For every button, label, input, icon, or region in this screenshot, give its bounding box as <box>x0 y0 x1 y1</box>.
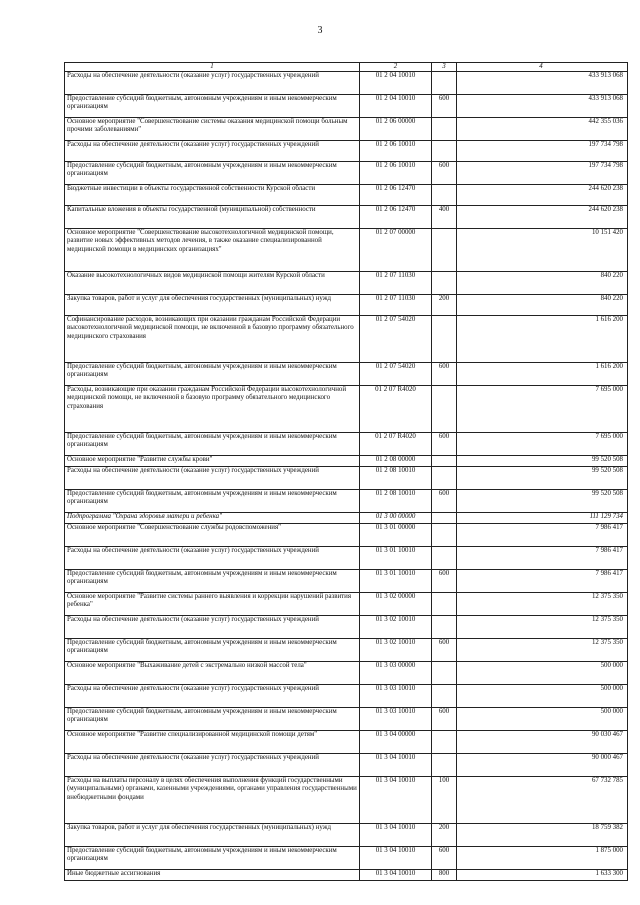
row-type-cell <box>432 593 457 616</box>
row-name-cell: Софинансирование расходов, возникающих при оказании гражданам Российской Федерации высокотехнологичной медицинской помощи, не включенной в базовую программу обязательного медицинского страхования <box>65 316 360 363</box>
column-header-3: 3 <box>432 63 457 72</box>
row-code-cell: 01 2 07 54020 <box>360 316 432 363</box>
row-type-cell: 100 <box>432 777 457 824</box>
table-row <box>65 295 628 316</box>
row-type-cell: 600 <box>432 570 457 593</box>
table-row <box>65 162 628 185</box>
table-row <box>65 616 628 639</box>
row-code-cell: 01 2 07 00000 <box>360 229 432 272</box>
row-type-cell <box>432 118 457 141</box>
row-type-cell <box>432 467 457 490</box>
row-name-cell: Основное мероприятие "Совершенствование службы родовспоможения" <box>65 524 360 547</box>
table-row <box>65 593 628 616</box>
row-type-cell: 400 <box>432 206 457 229</box>
row-name-cell: Предоставление субсидий бюджетным, автономным учреждениям и иным некоммерческим организациям <box>65 490 360 513</box>
row-amount-cell: 90 000 467 <box>457 754 628 777</box>
row-amount-cell: 500 000 <box>457 708 628 731</box>
column-header-2: 2 <box>360 63 432 72</box>
row-amount-cell: 433 913 068 <box>457 72 628 95</box>
row-code-cell: 01 3 04 10010 <box>360 777 432 824</box>
row-code-cell: 01 3 04 10010 <box>360 847 432 870</box>
row-type-cell <box>432 662 457 685</box>
row-type-cell <box>432 754 457 777</box>
row-type-cell <box>432 685 457 708</box>
row-amount-cell: 111 129 734 <box>457 513 628 524</box>
row-amount-cell: 433 913 068 <box>457 95 628 118</box>
table-row <box>65 685 628 708</box>
row-amount-cell: 7 986 417 <box>457 524 628 547</box>
row-amount-cell: 7 695 000 <box>457 386 628 433</box>
row-amount-cell: 12 375 350 <box>457 616 628 639</box>
row-type-cell <box>432 616 457 639</box>
row-name-cell: Предоставление субсидий бюджетным, автономным учреждениям и иным некоммерческим организациям <box>65 433 360 456</box>
row-type-cell <box>432 547 457 570</box>
row-amount-cell: 90 030 467 <box>457 731 628 754</box>
row-name-cell: Капитальные вложения в объекты государственной (муниципальной) собственности <box>65 206 360 229</box>
row-name-cell: Предоставление субсидий бюджетным, автономным учреждениям и иным некоммерческим организациям <box>65 162 360 185</box>
row-type-cell <box>432 524 457 547</box>
row-amount-cell: 99 520 508 <box>457 467 628 490</box>
row-name-cell: Основное мероприятие "Развитие системы раннего выявления и коррекции нарушений развития ребенка" <box>65 593 360 616</box>
table-row <box>65 316 628 363</box>
column-header-4: 4 <box>457 63 628 72</box>
row-amount-cell: 244 620 238 <box>457 206 628 229</box>
row-code-cell: 01 2 07 R4020 <box>360 433 432 456</box>
row-type-cell: 600 <box>432 708 457 731</box>
table-row <box>65 386 628 433</box>
table-row <box>65 731 628 754</box>
row-amount-cell: 7 695 000 <box>457 433 628 456</box>
table-row <box>65 777 628 824</box>
row-amount-cell: 7 986 417 <box>457 547 628 570</box>
row-amount-cell: 1 875 000 <box>457 847 628 870</box>
row-type-cell <box>432 72 457 95</box>
row-code-cell: 01 2 06 10010 <box>360 141 432 162</box>
row-name-cell: Бюджетные инвестиции в объекты государственной собственности Курской области <box>65 185 360 206</box>
row-name-cell: Основное мероприятие "Развитие службы крови" <box>65 456 360 467</box>
row-amount-cell: 500 000 <box>457 662 628 685</box>
row-type-cell: 600 <box>432 363 457 386</box>
row-amount-cell: 1 633 300 <box>457 870 628 881</box>
row-code-cell: 01 2 04 10010 <box>360 72 432 95</box>
row-code-cell: 01 2 08 10010 <box>360 467 432 490</box>
row-code-cell: 01 3 01 00000 <box>360 524 432 547</box>
row-type-cell <box>432 229 457 272</box>
budget-table-body <box>65 63 628 881</box>
row-type-cell <box>432 513 457 524</box>
table-row <box>65 272 628 295</box>
row-type-cell: 200 <box>432 824 457 847</box>
row-amount-cell: 10 151 420 <box>457 229 628 272</box>
row-name-cell: Закупка товаров, работ и услуг для обеспечения государственных (муниципальных) нужд <box>65 295 360 316</box>
row-type-cell <box>432 141 457 162</box>
row-code-cell: 01 3 04 00000 <box>360 731 432 754</box>
row-type-cell <box>432 316 457 363</box>
row-amount-cell: 442 355 036 <box>457 118 628 141</box>
row-name-cell: Иные бюджетные ассигнования <box>65 870 360 881</box>
row-type-cell: 600 <box>432 639 457 662</box>
row-name-cell: Предоставление субсидий бюджетным, автономным учреждениям и иным некоммерческим организациям <box>65 570 360 593</box>
row-code-cell: 01 2 07 54020 <box>360 363 432 386</box>
table-row <box>65 141 628 162</box>
row-name-cell: Расходы на выплаты персоналу в целях обеспечения выполнения функций государственными (муниципальными) органами, казенными учреждениями, органами управления государственными внебюджетными фондами <box>65 777 360 824</box>
row-code-cell: 01 2 07 11030 <box>360 272 432 295</box>
row-code-cell: 01 2 07 11030 <box>360 295 432 316</box>
table-row <box>65 185 628 206</box>
row-name-cell: Расходы на обеспечение деятельности (оказание услуг) государственных учреждений <box>65 685 360 708</box>
row-code-cell: 01 3 00 00000 <box>360 513 432 524</box>
table-row <box>65 490 628 513</box>
row-type-cell: 200 <box>432 295 457 316</box>
table-row <box>65 513 628 524</box>
budget-table <box>64 62 628 881</box>
row-code-cell: 01 2 06 12470 <box>360 185 432 206</box>
row-amount-cell: 840 220 <box>457 272 628 295</box>
row-name-cell: Основное мероприятие "Совершенствование высокотехнологичной медицинской помощи, развитие новых эффективных методов лечения, в также оказание специализированной медицинской помощи в медицинских организациях" <box>65 229 360 272</box>
table-row <box>65 524 628 547</box>
row-code-cell: 01 3 01 10010 <box>360 547 432 570</box>
table-row <box>65 639 628 662</box>
table-row <box>65 870 628 881</box>
row-amount-cell: 12 375 350 <box>457 639 628 662</box>
row-code-cell: 01 2 06 12470 <box>360 206 432 229</box>
row-code-cell: 01 3 01 10010 <box>360 570 432 593</box>
row-type-cell <box>432 272 457 295</box>
row-code-cell: 01 2 06 00000 <box>360 118 432 141</box>
row-amount-cell: 7 986 417 <box>457 570 628 593</box>
row-name-cell: Расходы на обеспечение деятельности (оказание услуг) государственных учреждений <box>65 467 360 490</box>
row-type-cell <box>432 731 457 754</box>
row-name-cell: Предоставление субсидий бюджетным, автономным учреждениям и иным некоммерческим организациям <box>65 847 360 870</box>
table-row <box>65 708 628 731</box>
row-name-cell: Расходы, возникающие при оказании гражданам Российской Федерации высокотехнологичной медицинской помощи, не включенной в базовую программу обязательного медицинского страхования <box>65 386 360 433</box>
table-row <box>65 95 628 118</box>
table-row <box>65 547 628 570</box>
row-name-cell: Закупка товаров, работ и услуг для обеспечения государственных (муниципальных) нужд <box>65 824 360 847</box>
row-type-cell: 600 <box>432 490 457 513</box>
row-type-cell <box>432 185 457 206</box>
table-row <box>65 229 628 272</box>
row-type-cell <box>432 386 457 433</box>
row-code-cell: 01 2 08 10010 <box>360 490 432 513</box>
row-code-cell: 01 2 06 10010 <box>360 162 432 185</box>
table-row <box>65 570 628 593</box>
row-name-cell: Предоставление субсидий бюджетным, автономным учреждениям и иным некоммерческим организациям <box>65 95 360 118</box>
row-code-cell: 01 3 03 10010 <box>360 685 432 708</box>
row-name-cell: Основное мероприятие "Выхаживание детей с экстремально низкой массой тела" <box>65 662 360 685</box>
row-amount-cell: 99 520 508 <box>457 490 628 513</box>
table-row <box>65 206 628 229</box>
row-amount-cell: 500 000 <box>457 685 628 708</box>
row-code-cell: 01 3 04 10010 <box>360 870 432 881</box>
row-name-cell: Предоставление субсидий бюджетным, автономным учреждениям и иным некоммерческим организациям <box>65 363 360 386</box>
row-code-cell: 01 3 03 10010 <box>360 708 432 731</box>
table-row <box>65 662 628 685</box>
row-name-cell: Оказание высокотехнологичных видов медицинской помощи жителям Курской области <box>65 272 360 295</box>
table-row <box>65 363 628 386</box>
row-name-cell: Основное мероприятие "Развитие специализированной медицинской помощи детям" <box>65 731 360 754</box>
page-number: 3 <box>317 25 323 36</box>
row-type-cell: 600 <box>432 433 457 456</box>
row-amount-cell: 197 734 798 <box>457 141 628 162</box>
table-row <box>65 72 628 95</box>
row-code-cell: 01 3 04 10010 <box>360 754 432 777</box>
row-type-cell: 600 <box>432 95 457 118</box>
row-code-cell: 01 2 08 00000 <box>360 456 432 467</box>
row-amount-cell: 1 616 200 <box>457 363 628 386</box>
row-code-cell: 01 3 03 00000 <box>360 662 432 685</box>
row-code-cell: 01 3 02 00000 <box>360 593 432 616</box>
row-amount-cell: 197 734 798 <box>457 162 628 185</box>
row-name-cell: Расходы на обеспечение деятельности (оказание услуг) государственных учреждений <box>65 754 360 777</box>
row-code-cell: 01 2 07 R4020 <box>360 386 432 433</box>
column-header-row <box>65 63 628 72</box>
row-name-cell: Предоставление субсидий бюджетным, автономным учреждениям и иным некоммерческим организациям <box>65 639 360 662</box>
row-amount-cell: 840 220 <box>457 295 628 316</box>
table-row <box>65 456 628 467</box>
row-amount-cell: 99 520 508 <box>457 456 628 467</box>
row-type-cell <box>432 456 457 467</box>
table-row <box>65 118 628 141</box>
row-name-cell: Расходы на обеспечение деятельности (оказание услуг) государственных учреждений <box>65 547 360 570</box>
row-amount-cell: 18 759 382 <box>457 824 628 847</box>
row-amount-cell: 12 375 350 <box>457 593 628 616</box>
table-row <box>65 754 628 777</box>
row-code-cell: 01 3 02 10010 <box>360 639 432 662</box>
row-name-cell: Предоставление субсидий бюджетным, автономным учреждениям и иным некоммерческим организациям <box>65 708 360 731</box>
row-code-cell: 01 2 04 10010 <box>360 95 432 118</box>
row-name-cell: Подпрограмма "Охрана здоровья матери и ребенка" <box>65 513 360 524</box>
row-amount-cell: 244 620 238 <box>457 185 628 206</box>
row-name-cell: Основное мероприятие "Совершенствование системы оказания медицинской помощи больным прочими заболеваниями" <box>65 118 360 141</box>
row-type-cell: 800 <box>432 870 457 881</box>
row-name-cell: Расходы на обеспечение деятельности (оказание услуг) государственных учреждений <box>65 141 360 162</box>
row-type-cell: 600 <box>432 162 457 185</box>
row-name-cell: Расходы на обеспечение деятельности (оказание услуг) государственных учреждений <box>65 72 360 95</box>
table-row <box>65 433 628 456</box>
table-row <box>65 847 628 870</box>
row-name-cell: Расходы на обеспечение деятельности (оказание услуг) государственных учреждений <box>65 616 360 639</box>
table-row <box>65 824 628 847</box>
row-amount-cell: 1 616 200 <box>457 316 628 363</box>
table-row <box>65 467 628 490</box>
row-type-cell: 600 <box>432 847 457 870</box>
column-header-1: 1 <box>65 63 360 72</box>
row-code-cell: 01 3 02 10010 <box>360 616 432 639</box>
row-amount-cell: 67 732 785 <box>457 777 628 824</box>
row-code-cell: 01 3 04 10010 <box>360 824 432 847</box>
